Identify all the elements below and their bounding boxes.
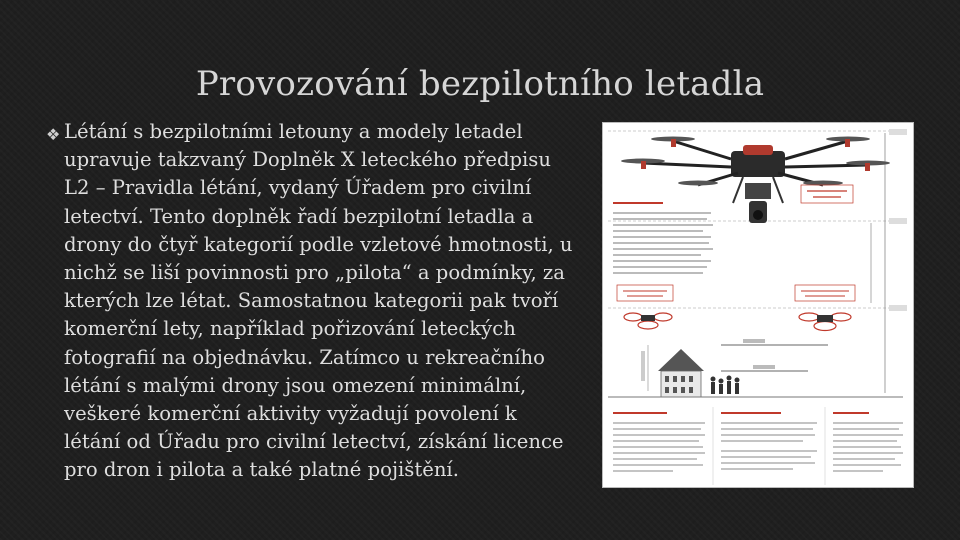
people-icon bbox=[711, 376, 740, 395]
body-line: drony do čtyř kategorií podle vzletové hmotnosti, u bbox=[64, 232, 573, 256]
small-drone-icon bbox=[624, 313, 672, 329]
drone-infographic-illustration bbox=[603, 123, 913, 487]
body-line: upravuje takzvaný Doplněk X leteckého předpisu bbox=[64, 148, 551, 172]
body-line: veškeré komerční aktivity vyžadují povolení k bbox=[64, 402, 517, 426]
hexacopter-drone-icon bbox=[621, 137, 890, 224]
body-line: L2 – Pravidla létání, vydaný Úřadem pro civilní bbox=[64, 176, 532, 200]
body-line: nichž se liší povinnosti pro „pilota“ a podmínky, za bbox=[64, 261, 565, 285]
body-line: Létání s bezpilotními letouny a modely letadel bbox=[64, 120, 523, 143]
slide-title: Provozování bezpilotního letadla bbox=[195, 64, 765, 104]
body-line: kterých lze létat. Samostatnou kategorii pak tvoří bbox=[64, 289, 559, 313]
body-line: létání s malými drony jsou omezení minimální, bbox=[64, 373, 527, 397]
body-paragraph bbox=[64, 118, 592, 485]
house-icon bbox=[658, 349, 704, 397]
body-line: létání od Úřadu pro civilní letectví, získání licence bbox=[64, 430, 564, 454]
drone-infographic-image bbox=[602, 122, 914, 488]
body-line: fotografií na objednávku. Zatímco u rekreačního bbox=[64, 345, 545, 369]
diamond-bullet-icon: ❖ bbox=[46, 125, 61, 144]
body-line: komerční lety, například pořizování leteckých bbox=[64, 317, 516, 341]
body-line: pro dron i pilota a také platné pojištění. bbox=[64, 458, 459, 482]
small-drone-icon bbox=[799, 313, 851, 331]
body-line: letectví. Tento doplněk řadí bezpilotní letadla a bbox=[64, 204, 534, 228]
